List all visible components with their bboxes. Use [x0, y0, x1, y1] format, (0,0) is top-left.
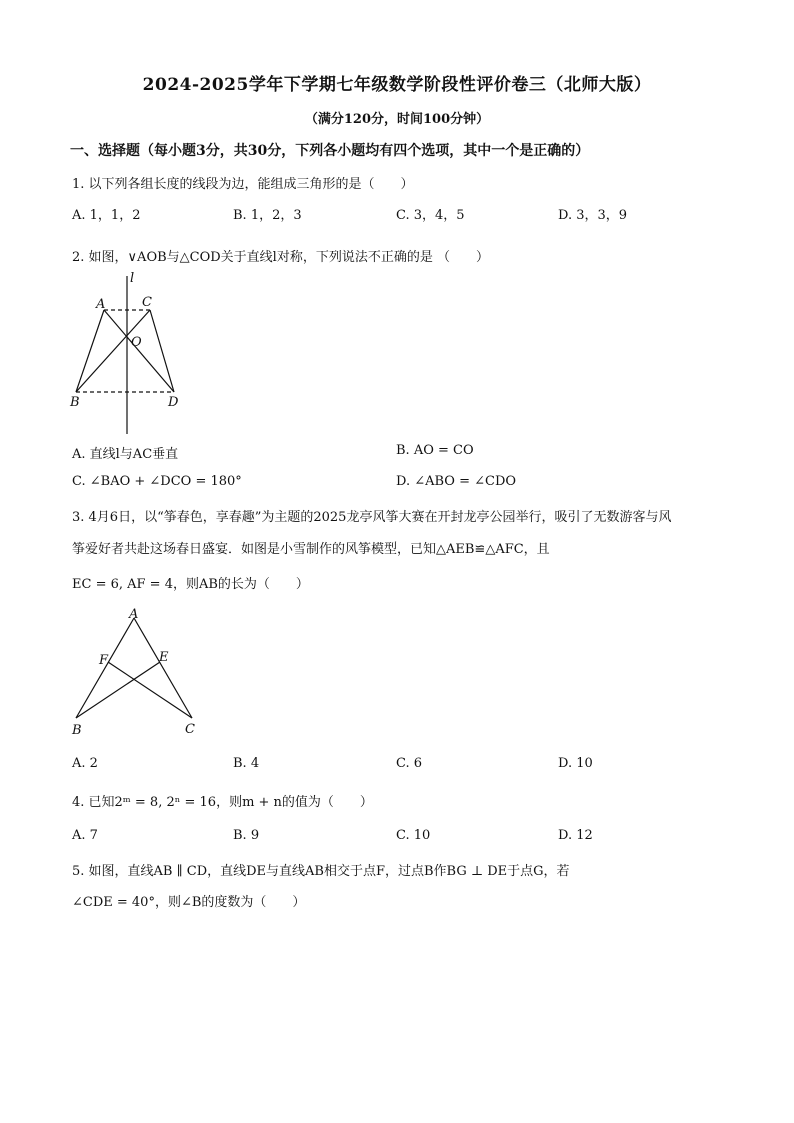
- question-3-option-b: B. 4: [233, 756, 260, 771]
- question-1-option-b: B. 1，2，3: [233, 208, 302, 223]
- question-5-stem-line1: 5. 如图，直线AB ∥ CD，直线DE与直线AB相交于点F，过点B作BG ⊥ DE于点G，若: [72, 864, 570, 879]
- question-2-figure: [60, 268, 200, 440]
- question-3-stem-line2: 筝爱好者共赴这场春日盛宴．如图是小雪制作的风筝模型，已知△AEB≌△AFC，且: [72, 542, 550, 557]
- question-2-option-d: D. ∠ABO = ∠CDO: [396, 474, 517, 489]
- question-2-option-b: B. AO = CO: [396, 443, 474, 458]
- label-b: B: [72, 723, 82, 738]
- label-o: O: [131, 335, 142, 350]
- section-heading: 一、选择题（每小题3分，共30分，下列各小题均有四个选项，其中一个是正确的）: [70, 143, 590, 159]
- label-f: F: [99, 653, 109, 668]
- segment-cd: [150, 310, 174, 392]
- question-4-option-c: C. 10: [396, 828, 431, 843]
- label-a: A: [96, 297, 106, 312]
- segment-ab: [76, 618, 134, 718]
- exam-title: 2024-2025学年下学期七年级数学阶段性评价卷三（北师大版）: [142, 75, 652, 95]
- segment-cf: [108, 662, 192, 718]
- label-c: C: [185, 722, 195, 737]
- segment-be: [76, 662, 160, 718]
- question-1-option-a: A. 1，1，2: [72, 208, 141, 223]
- segment-ac: [134, 618, 192, 718]
- label-c: C: [142, 295, 152, 310]
- question-1-option-c: C. 3，4，5: [396, 208, 465, 223]
- segment-ab: [76, 310, 104, 392]
- label-e: E: [159, 650, 169, 665]
- question-4-stem: 4. 已知2ᵐ = 8, 2ⁿ = 16，则m + n的值为（ ）: [72, 795, 373, 810]
- question-3-stem-line3: EC = 6, AF = 4，则AB的长为（ ）: [72, 577, 309, 592]
- question-5-stem-line2: ∠CDE = 40°，则∠B的度数为（ ）: [72, 895, 306, 910]
- question-3-option-d: D. 10: [558, 756, 593, 771]
- label-d: D: [168, 395, 179, 410]
- question-4-option-b: B. 9: [233, 828, 260, 843]
- question-4-option-a: A. 7: [72, 828, 98, 843]
- question-3-stem-line1: 3. 4月6日，以“筝春色，享春趣”为主题的2025龙亭风筝大赛在开封龙亭公园举行，吸引了无数游客与风: [72, 510, 672, 525]
- question-2-option-c: C. ∠BAO + ∠DCO = 180°: [72, 474, 242, 489]
- label-b: B: [70, 395, 80, 410]
- question-2-stem: 2. 如图，∨AOB与△COD关于直线l对称，下列说法不正确的是 （ ）: [72, 250, 489, 265]
- question-1-stem: 1. 以下列各组长度的线段为边，能组成三角形的是（ ）: [72, 177, 414, 192]
- question-3-option-a: A. 2: [72, 756, 98, 771]
- label-l: l: [130, 271, 135, 286]
- label-a: A: [129, 607, 139, 622]
- question-3-option-c: C. 6: [396, 756, 423, 771]
- exam-subtitle: （满分120分，时间100分钟）: [304, 112, 490, 127]
- question-4-option-d: D. 12: [558, 828, 593, 843]
- question-3-figure: [62, 606, 212, 741]
- question-2-option-a: A. 直线l与AC垂直: [72, 447, 179, 462]
- question-1-option-d: D. 3，3，9: [558, 208, 628, 223]
